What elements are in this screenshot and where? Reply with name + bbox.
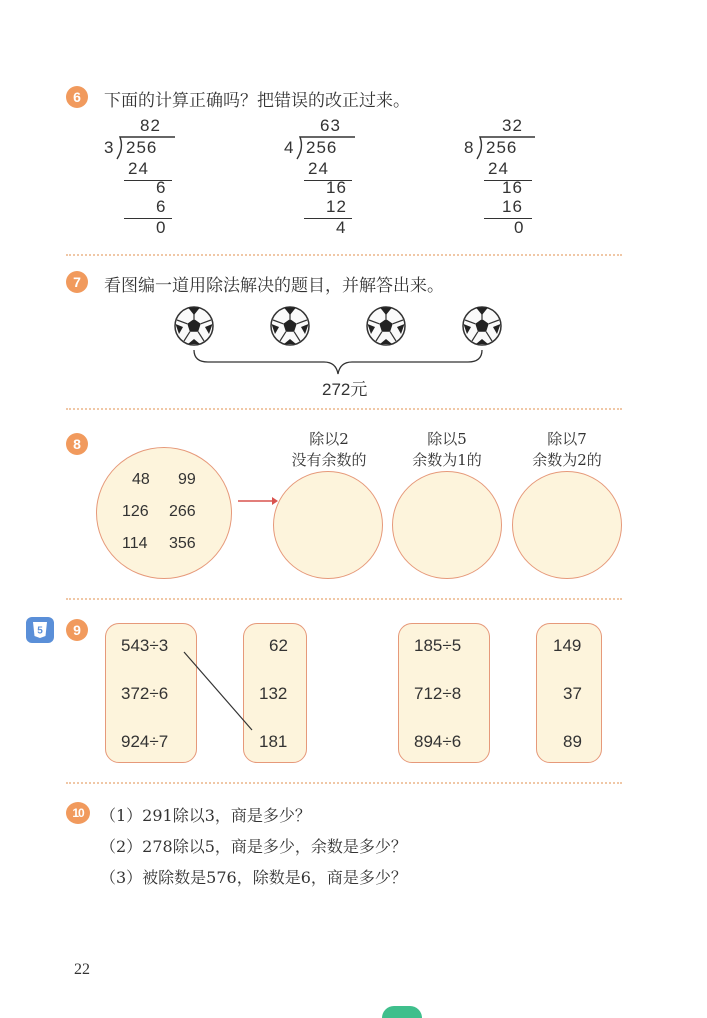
target-circle-3[interactable] [512,471,622,579]
question-7-text: 看图编一道用除法解决的题目，并解答出来。 [104,276,444,296]
sub-question-1: （1）291除以3，商是多少？ [100,806,311,825]
soccer-ball-icon [175,307,213,345]
svg-text:5: 5 [37,625,43,637]
question-8-badge: 8 [66,433,88,455]
separator [66,408,622,410]
step: 6 [156,178,167,197]
number-item: 356 [169,535,196,552]
source-circle [96,447,232,579]
matching-line [180,650,260,740]
step: 24 [488,159,509,178]
number-item: 126 [122,503,149,520]
step: 24 [128,159,149,178]
question-9-badge: 9 [66,619,88,641]
html5-icon [26,617,54,643]
soccer-ball-icon [463,307,501,345]
quotient: 32 [502,116,523,135]
target-label-3-line2: 余数为2的 [532,451,602,469]
result[interactable]: 37 [563,684,582,703]
expression[interactable]: 894÷6 [414,732,462,751]
quotient: 82 [140,116,161,135]
soccer-ball-icon [367,307,405,345]
number-item: 114 [122,535,148,552]
question-7-badge: 7 [66,271,88,293]
separator [66,254,622,256]
sub-question-2: （2）278除以5，商是多少，余数是多少？ [100,837,407,856]
target-circle-1[interactable] [273,471,383,579]
target-circle-2[interactable] [392,471,502,579]
result[interactable]: 89 [563,732,582,751]
step: 16 [502,197,523,216]
step: 16 [502,178,523,197]
expression[interactable]: 712÷8 [414,684,462,703]
result[interactable]: 181 [259,732,288,751]
divisor: 8 [464,138,475,157]
separator [66,598,622,600]
target-label-3-line1: 除以7 [547,430,587,448]
expression[interactable]: 372÷6 [121,684,169,703]
step: 24 [308,159,329,178]
sub-question-3: （3）被除数是576，除数是6，商是多少？ [100,868,407,887]
divisor: 3 [104,138,115,157]
target-label-1-line2: 没有余数的 [291,451,367,469]
quotient: 63 [320,116,341,135]
rule [484,218,532,219]
result[interactable]: 62 [269,636,288,655]
remainder: 0 [156,218,167,237]
soccer-ball-icon [271,307,309,345]
bottom-tab [382,1006,422,1018]
target-label-2-line1: 除以5 [427,430,467,448]
number-item: 266 [169,503,196,520]
step: 6 [156,197,167,216]
target-label-2-line2: 余数为1的 [412,451,482,469]
question-6-badge: 6 [66,86,88,108]
result[interactable]: 132 [259,684,288,703]
expression[interactable]: 185÷5 [414,636,462,655]
dividend: 256 [306,138,338,157]
dividend: 256 [126,138,158,157]
target-label-1-line1: 除以2 [309,430,349,448]
total-price: 272元 [322,380,368,399]
question-10-badge: 10 [66,802,90,824]
question-6-text: 下面的计算正确吗？把错误的改正过来。 [104,91,410,111]
expression[interactable]: 924÷7 [121,732,169,751]
separator [66,782,622,784]
expression[interactable]: 543÷3 [121,636,169,655]
number-item: 48 [132,471,150,488]
step: 12 [326,197,347,216]
dividend: 256 [486,138,518,157]
page-number: 22 [74,961,90,978]
number-item: 99 [178,471,196,488]
arrow-right-icon [238,495,278,507]
brace [194,350,482,374]
remainder: 0 [514,218,525,237]
step: 16 [326,178,347,197]
remainder: 4 [336,218,347,237]
divisor: 4 [284,138,295,157]
result[interactable]: 149 [553,636,582,655]
